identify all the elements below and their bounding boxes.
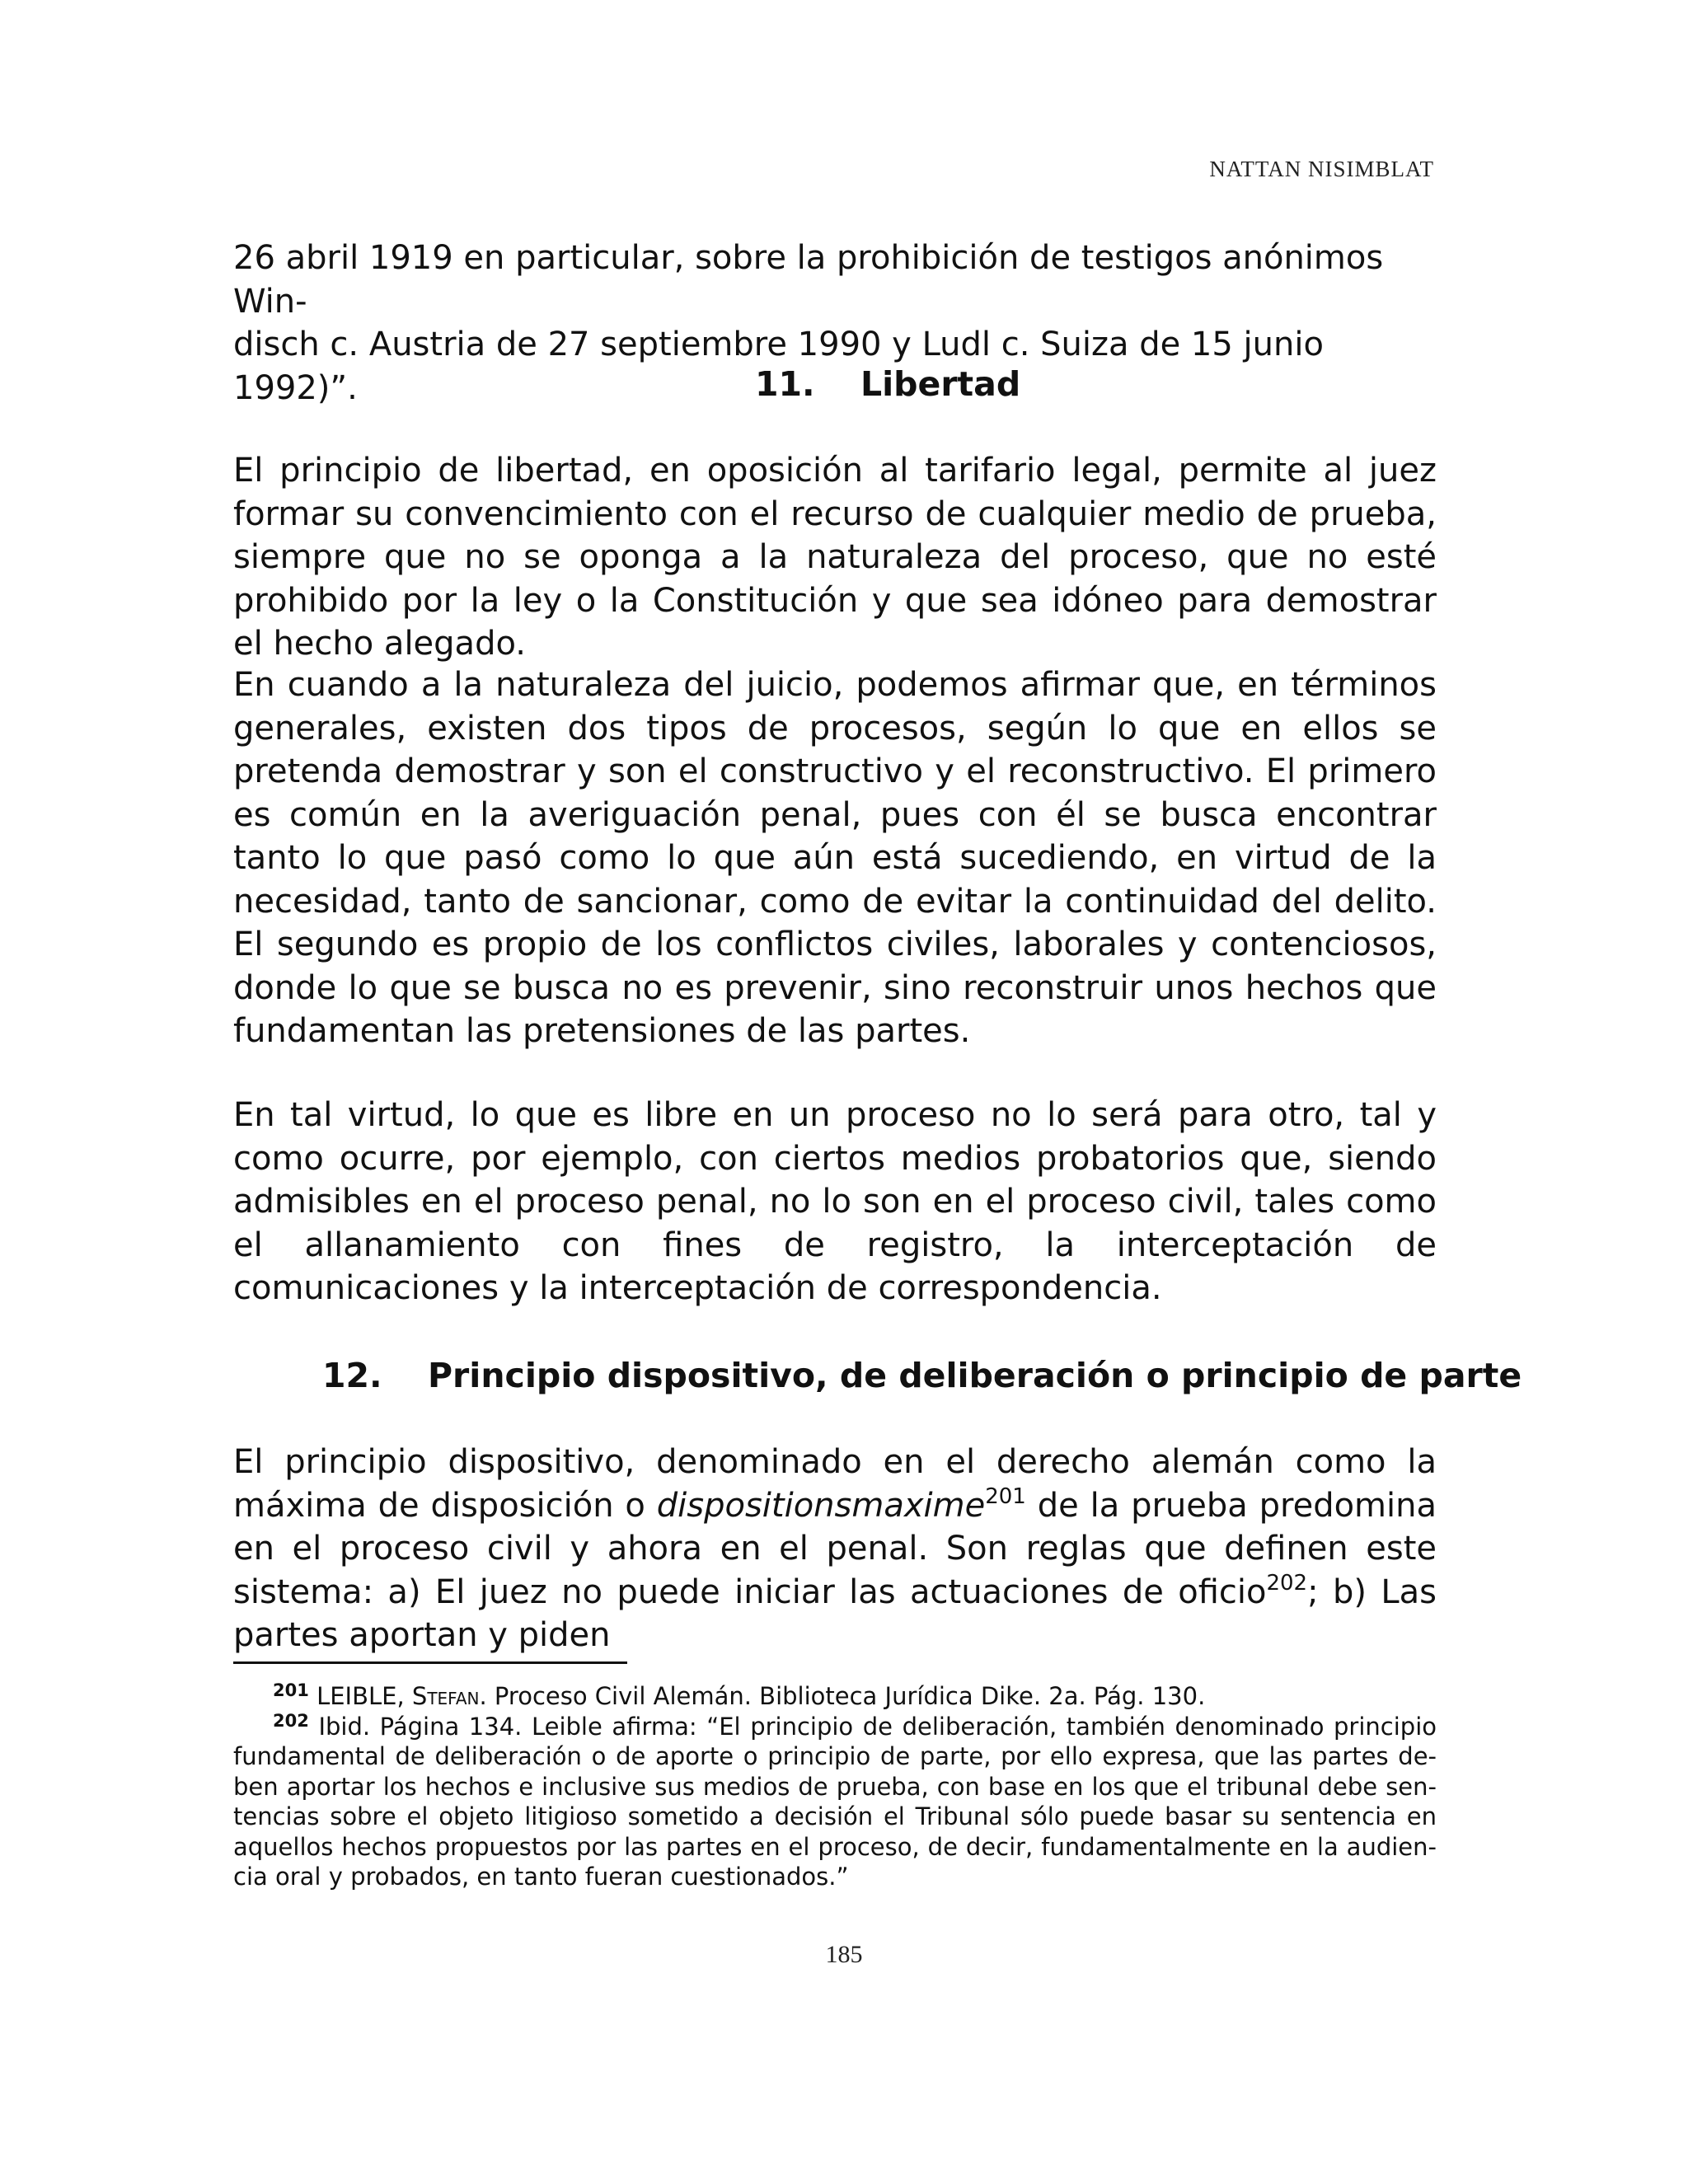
footnote-201-author-first: Stefan — [411, 1682, 480, 1710]
section-11-paragraph-3: En tal virtud, lo que es libre en un proceso no lo será para otro, tal y como ocurre, por ejemplo, con ciertos medios probatorios que, siendo admisibles en el proceso penal, no lo son en el proceso civil, tales como el allanamiento con fines de registro, la interceptación de comunicaciones y la interceptación de correspondencia. — [233, 1096, 1437, 1307]
dispositionsmaxime-term: dispositionsmaxime — [656, 1486, 986, 1525]
section-12-text-part-3: ; b) Las partes aportan y piden — [233, 1572, 1437, 1654]
footnote-201-text: . Proceso Civil Alemán. Biblioteca Jurídica Dike. 2a. Pág. 130. — [479, 1682, 1206, 1710]
section-12-paragraph — [233, 1441, 1437, 1657]
footnote-202-text: Ibid. Página 134. Leible afirma: “El principio de deliberación, también denominado principio fundamental de deliberación o de aporte o principio de parte, por ello expresa, que las partes deben aportar los hechos e inclusive sus medios de prueba, con base en los que el tribunal debe sentencias sobre el objeto litigioso sometido a decisión el Tribunal sólo puede basar su sentencia en aquellos hechos propuestos por las partes en el proceso, de decir, fundamentalmente en la audiencia oral y probados, en tanto fueran cuestionados.” — [233, 1712, 1437, 1891]
footnote-separator — [233, 1661, 627, 1664]
footnotes-block — [233, 1681, 1437, 1892]
footnote-201 — [233, 1681, 1437, 1712]
section-12-text-part-1: El principio dispositivo, denominado en el derecho alemán como la máxima de disposición o — [233, 1443, 1437, 1525]
section-11-heading — [755, 363, 1020, 405]
section-11-paragraph-2: En cuando a la naturaleza del juicio, podemos afirmar que, en términos generales, existen dos tipos de procesos, según lo que en ellos se pretenda demostrar y son el constructivo y el reconstructivo. El primero es común en la averiguación penal, pues con él se busca encontrar tanto lo que pasó como lo que aún está sucediendo, en virtud de la necesidad, tanto de sancionar, como de evitar la continuidad del delito. El segundo es propio de los conflictos civiles, laborales y contenciosos, donde lo que se busca no es prevenir, sino reconstruir unos hechos que fundamentan las pretensiones de las partes. — [233, 666, 1437, 1050]
section-11-paragraph-1: El principio de libertad, en oposición al tarifario legal, permite al juez formar su convencimiento con el recurso de cualquier medio de prueba, siempre que no se oponga a la naturaleza del proceso, que no esté prohibido por la ley o la Constitución y que sea idóneo para demostrar el hecho alegado. — [233, 452, 1437, 663]
footnote-202-number: 202 — [273, 1710, 309, 1731]
section-11-title: Libertad — [860, 364, 1021, 404]
section-12-number: 12. — [322, 1356, 382, 1395]
section-12-title: Principio dispositivo, de deliberación o principio de parte — [428, 1356, 1522, 1395]
page-number: 185 — [825, 1941, 863, 1968]
running-header-author: NATTAN NISIMBLAT — [1209, 157, 1434, 181]
intro-line-2: disch c. Austria de 27 septiembre 1990 y Ludl c. Suiza de 15 junio 1992)”. — [233, 326, 1324, 407]
intro-line-1: 26 abril 1919 en particular, sobre la prohibición de testigos anónimos Win- — [233, 239, 1384, 321]
footnote-201-author-last: LEIBLE, — [316, 1682, 412, 1710]
footnote-ref-201[interactable]: 201 — [985, 1483, 1026, 1509]
footnote-202 — [233, 1712, 1437, 1892]
section-12-heading — [322, 1355, 1522, 1396]
footnote-ref-202[interactable]: 202 — [1266, 1570, 1308, 1596]
section-11-number: 11. — [755, 364, 815, 404]
section-12-text-part-2: de la prueba predomina en el proceso civil y ahora en el penal. Son reglas que definen este sistema: a) El juez no puede iniciar las actuaciones de oficio — [233, 1486, 1437, 1611]
footnote-201-number: 201 — [273, 1680, 309, 1700]
